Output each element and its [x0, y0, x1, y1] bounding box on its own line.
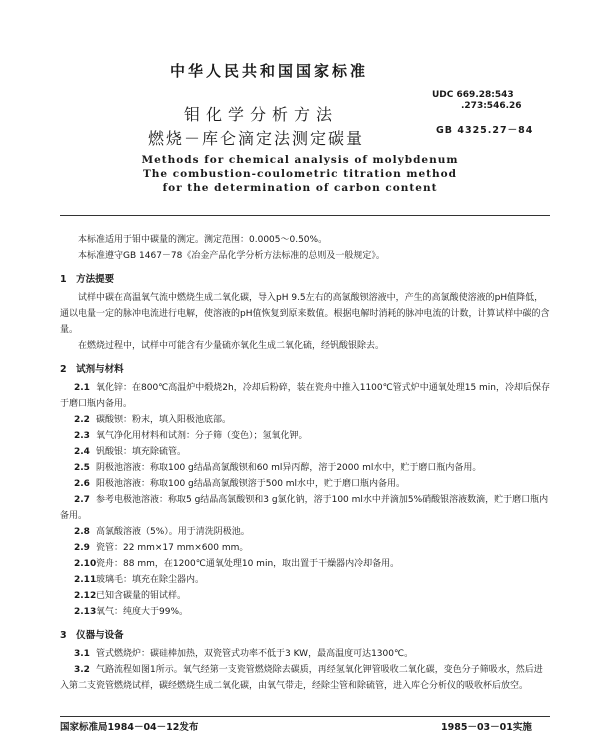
clause-text: 高氯酸溶液（5%）。用于清洗阴极池。: [96, 527, 250, 537]
clause-item: [60, 460, 550, 476]
clause-item: [60, 444, 550, 460]
clause-text: 瓷管：22 mm×17 mm×600 mm。: [96, 543, 249, 553]
clause-item: [60, 604, 550, 620]
clause-number: 2.11: [74, 575, 97, 585]
section-3-list: [60, 646, 550, 694]
document-body: [60, 232, 550, 694]
clause-text: 氧气净化用材料和试剂：分子筛（变色）；氢氧化钾。: [96, 431, 308, 441]
issuing-country: 中华人民共和国国家标准: [170, 62, 369, 80]
clause-text: 管式燃烧炉：碳硅棒加热，双瓷管式功率不低于3 KW，最高温度可达1300℃。: [96, 649, 414, 659]
clause-item: [60, 646, 550, 662]
title-english-line3: for the determination of carbon content: [162, 182, 438, 194]
clause-text: 碳酸钡：粉末，填入阳极池底部。: [96, 415, 232, 425]
clause-item: [60, 588, 550, 604]
clause-text: 气路流程如图1所示。氧气经第一支瓷管燃烧除去碳质，再经氢氧化钾管吸收二氧化碳，变色分子筛吸水，然后进入第二支瓷管燃烧试样，碳经燃烧生成二氧化碳，由氧气带走，经除尘管和除硫管，进入库仑分析仪的吸收杯后放空。: [60, 665, 543, 691]
clause-number: 2.12: [74, 591, 97, 601]
clause-number: 2.2: [74, 415, 90, 425]
clause-number: 2.7: [74, 495, 90, 505]
title-english-line2: The combustion-coulometric titration method: [142, 168, 458, 180]
clause-text: 已知含碳量的钼试样。: [96, 591, 187, 601]
udc-classification: [432, 90, 522, 112]
compliance-statement: 本标准遵守GB 1467－78《冶金产品化学分析方法标准的总则及一般规定》。: [78, 251, 385, 261]
section-1-paragraph-1: 试样中碳在高温氧气流中燃烧生成二氧化碳，导入pH 9.5左右的高氯酸钡溶液中，产生的高氯酸使溶液的pH值降低，通以电量一定的脉冲电流进行电解，使溶液的pH值恢复到原来数值。根据电解时消耗的脉冲电流的计数，计算试样中碳的含量。: [60, 293, 550, 335]
clause-number: 2.5: [74, 463, 90, 473]
issue-date: 国家标准局1984－04－12发布: [60, 722, 199, 733]
title-english-line1: Methods for chemical analysis of molybdenum: [141, 154, 459, 166]
clause-number: 2.4: [74, 447, 90, 457]
clause-text: 氧化锌：在800℃高温炉中煅烧2h，冷却后粉碎，装在瓷舟中推入1100℃管式炉中通氧处理15 min，冷却后保存于磨口瓶内备用。: [60, 383, 551, 409]
clause-text: 氧气：纯度大于99%。: [96, 607, 189, 617]
clause-item: [60, 380, 550, 412]
clause-item: [60, 540, 550, 556]
clause-number: 2.3: [74, 431, 90, 441]
effective-date: 1985－03－01实施: [441, 722, 532, 733]
clause-number: 2.8: [74, 527, 90, 537]
clause-number: 2.10: [74, 559, 97, 569]
section-2-heading: 2 试剂与材料: [60, 364, 124, 375]
clause-text: 阴极池溶液：称取100 g结晶高氯酸钡和60 ml异丙醇，溶于2000 ml水中，贮于磨口瓶内备用。: [96, 463, 482, 473]
clause-text: 玻璃毛：填充在除尘器内。: [96, 575, 205, 585]
udc-code-1: 669.28:543: [456, 90, 514, 100]
section-1-paragraph-2: 在燃烧过程中，试样中可能含有少量硫亦氧化生成二氧化硫，经钒酸银除去。: [78, 341, 385, 351]
standard-number: GB 4325.27－84: [436, 125, 534, 136]
clause-text: 参考电极池溶液：称取5 g结晶高氯酸钡和3 g氯化钠，溶于100 ml水中并滴加5%硝酸银溶液数滴，贮于磨口瓶内备用。: [60, 495, 549, 521]
clause-item: [60, 572, 550, 588]
section-2-list: [60, 380, 550, 620]
clause-item: [60, 524, 550, 540]
title-chinese-line2: 燃烧－库仑滴定法测定碳量: [148, 129, 365, 148]
section-3-heading: 3 仪器与设备: [60, 630, 124, 641]
clause-item: [60, 412, 550, 428]
clause-item: [60, 476, 550, 492]
clause-number: 3.1: [74, 649, 90, 659]
clause-item: [60, 428, 550, 444]
clause-number: 2.9: [74, 543, 90, 553]
section-1-heading: 1 方法提要: [60, 274, 115, 285]
clause-text: 阳极池溶液：称取100 g结晶高氯酸钡溶于500 ml水中，贮于磨口瓶内备用。: [96, 479, 406, 489]
clause-text: 钒酸银：填充除硫管。: [96, 447, 187, 457]
clause-number: 2.1: [74, 383, 90, 393]
bottom-divider: [60, 716, 550, 717]
clause-item: [60, 662, 550, 694]
top-divider: [60, 215, 550, 216]
udc-label: UDC: [432, 90, 454, 100]
clause-number: 2.13: [74, 607, 97, 617]
title-chinese-line1: 钼化学分析方法: [184, 105, 339, 124]
clause-number: 3.2: [74, 665, 90, 675]
clause-item: [60, 492, 550, 524]
clause-item: [60, 556, 550, 572]
udc-code-2: .273:546.26: [461, 101, 522, 111]
clause-number: 2.6: [74, 479, 90, 489]
scope-statement: 本标准适用于钼中碳量的测定。测定范围：0.0005～0.50%。: [78, 235, 328, 245]
clause-text: 瓷舟：88 mm，在1200℃通氧处理10 min，取出置于干燥器内冷却备用。: [96, 559, 400, 569]
